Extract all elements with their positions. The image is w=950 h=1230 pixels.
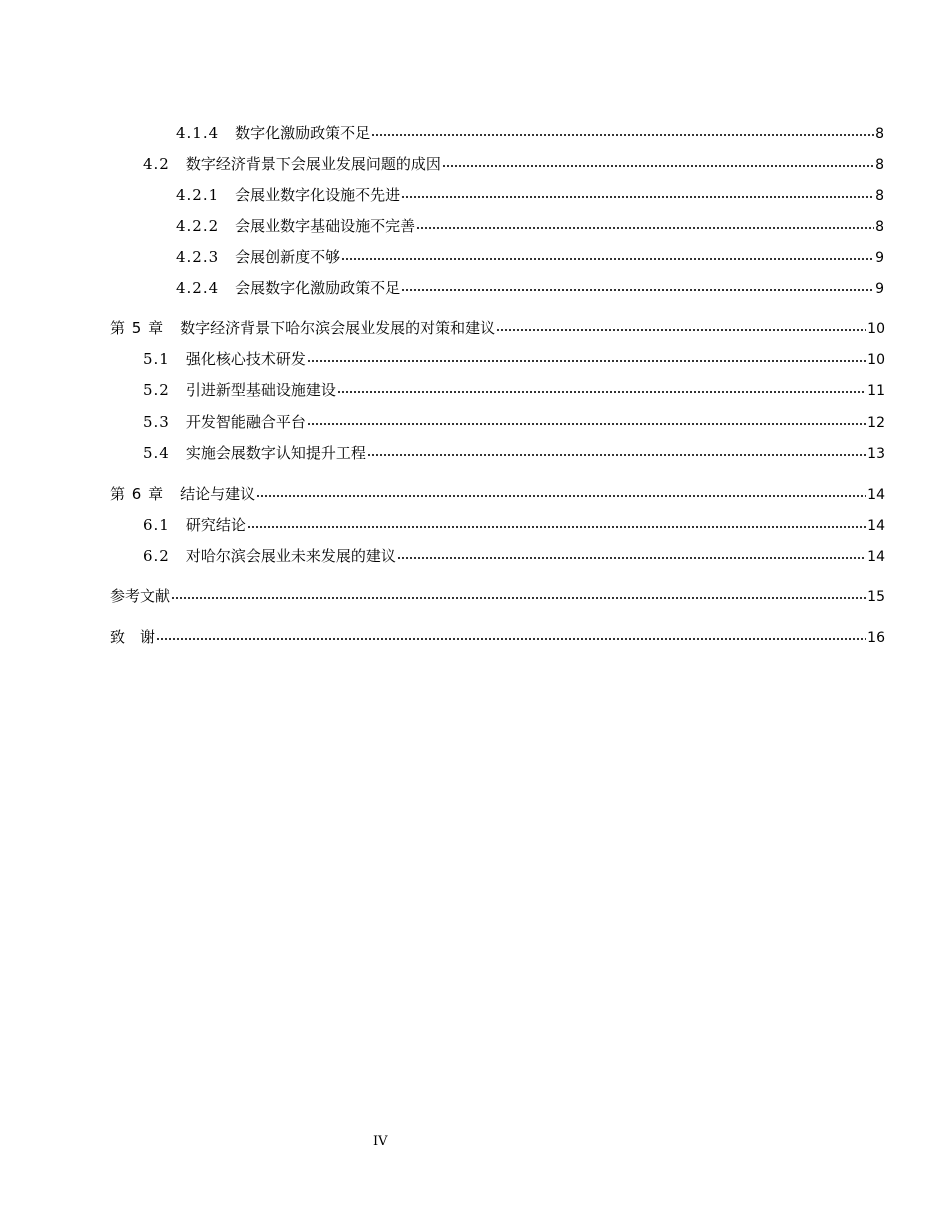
toc-entry[interactable]: [176, 118, 884, 144]
toc-entry-title: 研究结论: [185, 516, 246, 534]
toc-entry-number: 第 5 章: [110, 319, 165, 337]
toc-entry-page: 10: [867, 321, 885, 337]
dot-leader: [307, 407, 866, 427]
toc-entry[interactable]: [143, 149, 884, 175]
toc-entry-number: 6.1: [143, 516, 170, 534]
toc-entry-title: 会展数字化激励政策不足: [235, 279, 401, 297]
toc-chapter-entry[interactable]: [110, 479, 885, 505]
toc-entry[interactable]: [143, 344, 885, 370]
toc-entry-title: 会展创新度不够: [235, 248, 341, 266]
toc-entry-page: 8: [875, 188, 884, 204]
toc-entry-number: 5.1: [143, 350, 170, 368]
toc-entry-page: 9: [875, 281, 884, 297]
toc-entry[interactable]: [176, 211, 884, 237]
toc-entry-number: 4.2.4: [176, 279, 220, 297]
toc-entry-page: 14: [867, 518, 885, 534]
toc-entry-title: 致 谢: [110, 628, 156, 646]
toc-entry-page: 10: [867, 352, 885, 368]
toc-entry-title: 参考文献: [110, 587, 171, 605]
toc-entry-page: 14: [867, 487, 885, 503]
toc-entry[interactable]: [143, 541, 885, 567]
toc-entry-page: 12: [867, 415, 885, 431]
dot-leader: [337, 375, 866, 395]
toc-entry-page: 8: [875, 126, 884, 142]
toc-chapter-entry[interactable]: [110, 313, 885, 339]
dot-leader: [401, 273, 874, 293]
toc-entry-page: 15: [867, 589, 885, 605]
toc-entry-page: 8: [875, 157, 884, 173]
toc-entry[interactable]: [143, 438, 885, 464]
toc-entry-title: 引进新型基础设施建设: [185, 381, 336, 399]
toc-entry-page: 16: [867, 630, 885, 646]
dot-leader: [341, 242, 874, 262]
toc-entry-page: 9: [875, 250, 884, 266]
toc-entry-title: 会展业数字化设施不先进: [235, 186, 401, 204]
dot-leader: [397, 541, 866, 561]
toc-entry-title: 开发智能融合平台: [185, 413, 306, 431]
toc-entry-number: 5.4: [143, 444, 170, 462]
toc-entry[interactable]: [143, 510, 885, 536]
dot-leader: [416, 211, 874, 231]
toc-entry-page: 14: [867, 549, 885, 565]
dot-leader: [256, 479, 866, 499]
toc-entry-number: 6.2: [143, 547, 170, 565]
toc-entry-page: 11: [867, 383, 885, 399]
dot-leader: [307, 344, 866, 364]
toc-entry-number: 5.3: [143, 413, 170, 431]
page-number-footer: IV: [373, 1134, 388, 1149]
toc-entry[interactable]: [176, 180, 884, 206]
dot-leader: [442, 149, 874, 169]
toc-entry[interactable]: [143, 375, 885, 401]
toc-entry-page: 8: [875, 219, 884, 235]
toc-entry[interactable]: [176, 242, 884, 268]
toc-entry-number: 4.2.1: [176, 186, 220, 204]
dot-leader: [247, 510, 866, 530]
toc-entry-title: 数字经济背景下会展业发展问题的成因: [185, 155, 441, 173]
toc-entry[interactable]: [143, 407, 885, 433]
toc-chapter-entry[interactable]: [110, 581, 885, 607]
toc-entry-title: 强化核心技术研发: [185, 350, 306, 368]
toc-entry-number: 4.2.3: [176, 248, 220, 266]
dot-leader: [496, 313, 866, 333]
dot-leader: [156, 622, 866, 642]
toc-entry-number: 4.2.2: [176, 217, 220, 235]
dot-leader: [171, 581, 866, 601]
toc-entry-title: 结论与建议: [180, 485, 256, 503]
toc-entry-title: 对哈尔滨会展业未来发展的建议: [185, 547, 396, 565]
toc-entry[interactable]: [176, 273, 884, 299]
dot-leader: [367, 438, 866, 458]
toc-entry-number: 5.2: [143, 381, 170, 399]
dot-leader: [401, 180, 874, 200]
toc-entry-number: 4.2: [143, 155, 170, 173]
toc-entry-title: 实施会展数字认知提升工程: [185, 444, 366, 462]
toc-chapter-entry[interactable]: [110, 622, 885, 648]
toc-entry-title: 会展业数字基础设施不完善: [235, 217, 416, 235]
toc-entry-number: 第 6 章: [110, 485, 165, 503]
dot-leader: [371, 118, 874, 138]
toc-entry-title: 数字化激励政策不足: [235, 124, 371, 142]
toc-entry-number: 4.1.4: [176, 124, 220, 142]
toc-entry-page: 13: [867, 446, 885, 462]
toc-entry-title: 数字经济背景下哈尔滨会展业发展的对策和建议: [180, 319, 496, 337]
